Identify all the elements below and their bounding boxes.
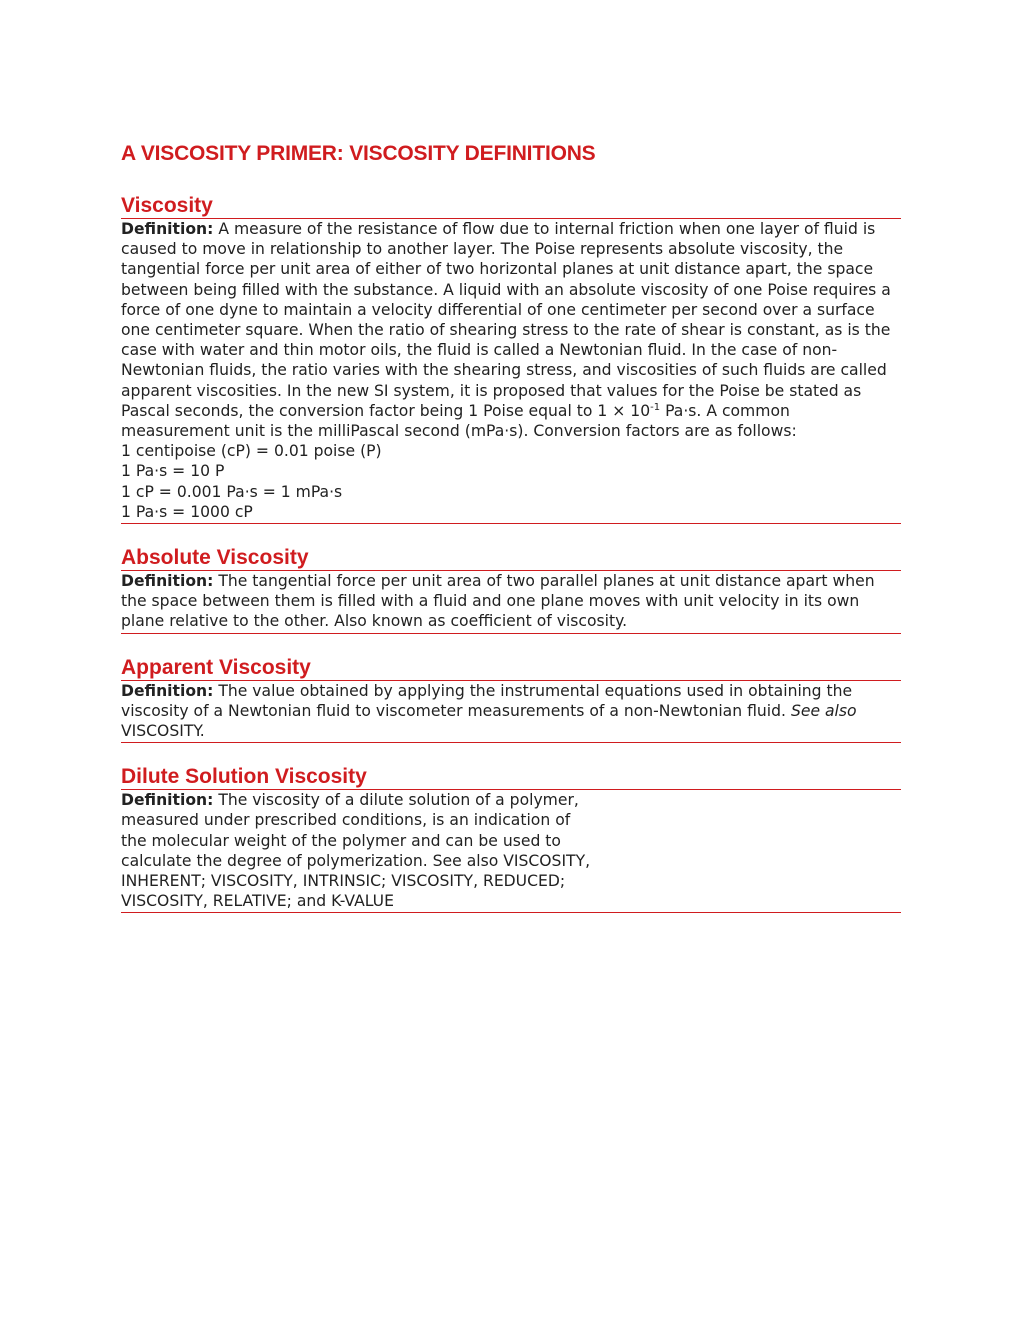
section-heading-viscosity: Viscosity [121,194,901,219]
dilute-line: the molecular weight of the polymer and can be used to [121,831,561,850]
definition-label: Definition: [121,572,214,591]
section-heading-absolute-viscosity: Absolute Viscosity [121,546,901,571]
definition-label: Definition: [121,791,214,810]
dilute-line-text: The viscosity of a dilute solution of a polymer, [218,791,579,810]
dilute-line [121,790,901,810]
dilute-line: VISCOSITY, RELATIVE; and K-VALUE [121,892,394,911]
conversion-line: 1 Pa·s = 1000 cP [121,502,253,521]
section-viscosity [121,194,901,524]
dilute-line: INHERENT; VISCOSITY, INTRINSIC; VISCOSITY, REDUCED; [121,872,566,891]
see-also-label: See also [790,701,857,720]
conversion-line: 1 Pa·s = 10 P [121,462,225,481]
section-absolute-viscosity [121,546,901,634]
definition-label: Definition: [121,220,214,238]
absolute-viscosity-text: The tangential force per unit area of two parallel planes at unit distance apart when the space between them is filled with a fluid and one plane moves with unit velocity in its own plane relative to the other. Also known as coefficient of viscosity. [121,572,875,631]
section-apparent-viscosity [121,656,901,744]
section-body-dilute-solution-viscosity [121,790,901,913]
conversion-line: 1 cP = 0.001 Pa·s = 1 mPa·s [121,482,343,501]
section-dilute-solution-viscosity [121,765,901,913]
conversion-line: 1 centipoise (cP) = 0.01 poise (P) [121,442,382,461]
exponent: -1 [650,401,661,413]
section-body-viscosity [121,219,901,524]
document-page [121,140,901,935]
section-body-apparent-viscosity [121,681,901,744]
viscosity-text-part1: A measure of the resistance of flow due to internal friction when one layer of fluid is caused to move in relationship to another layer. The Poise represents absolute viscosity, the tangential force per unit area of either of two horizontal planes at unit distance apart, the space between being filled with the substance. A liquid with an absolute viscosity of one Poise requires a force of one dyne to maintain a velocity differential of one centimeter per second over a surface one centimeter square. When the ratio of shearing stress to the rate of shear is constant, as is the case with water and thin motor oils, the fluid is called a Newtonian fluid. In the case of non-Newtonian fluids, the ratio varies with the shearing stress, and viscosities of such fluids are called apparent viscosities. In the new SI system, it is proposed that values for the Poise be stated as Pascal seconds, the conversion factor being 1 Poise equal to 1 × 10 [121,220,891,420]
viscosity-text-part2: Pa·s. A common measurement unit is the milliPascal second (mPa·s). Conversion factors are as follows: [121,401,797,441]
section-body-absolute-viscosity [121,571,901,634]
apparent-viscosity-text: The value obtained by applying the instrumental equations used in obtaining the viscosity of a Newtonian fluid to viscometer measurements of a non-Newtonian fluid. [121,681,853,720]
section-heading-apparent-viscosity: Apparent Viscosity [121,656,901,681]
page-title: A VISCOSITY PRIMER: VISCOSITY DEFINITIONS [121,142,596,165]
definition-label: Definition: [121,681,214,700]
dilute-line: measured under prescribed conditions, is an indication of [121,811,571,830]
section-heading-dilute-solution-viscosity: Dilute Solution Viscosity [121,765,901,790]
see-also-target: VISCOSITY. [121,722,205,741]
dilute-line: calculate the degree of polymerization. See also VISCOSITY, [121,851,591,870]
